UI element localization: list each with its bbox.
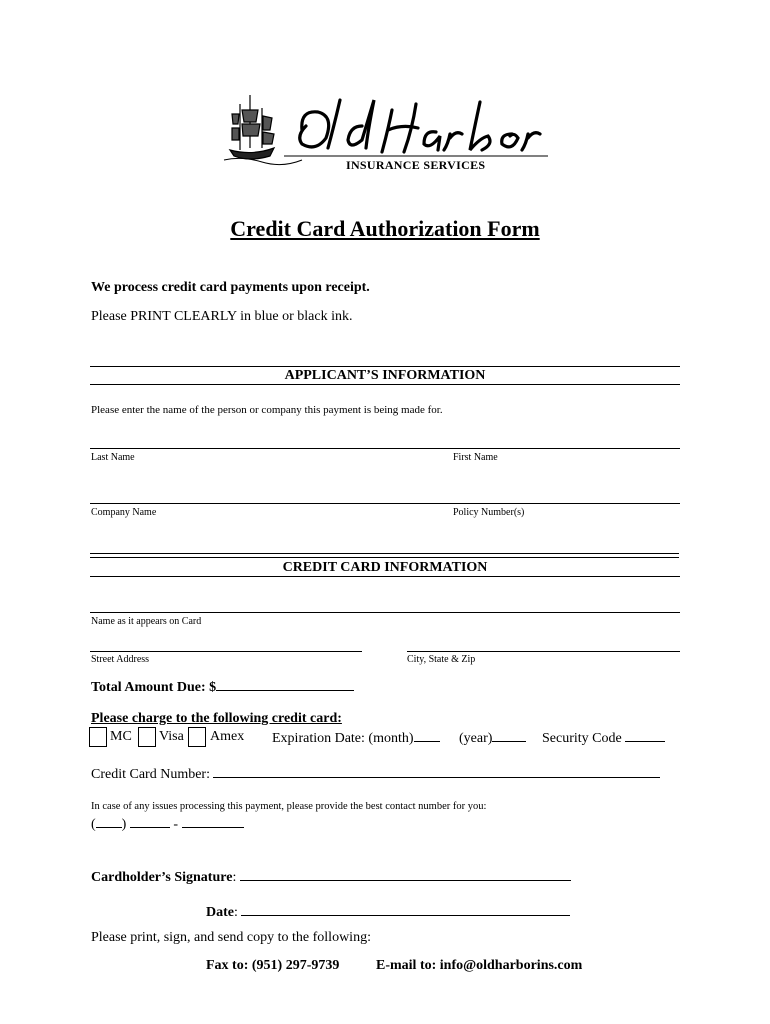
divider xyxy=(90,576,680,577)
cardholder-signature xyxy=(91,868,571,886)
phone-line-field[interactable] xyxy=(182,815,244,828)
first-name-label: First Name xyxy=(453,452,498,463)
last-first-name-field-line[interactable] xyxy=(90,448,680,449)
city-state-zip-label: City, State & Zip xyxy=(407,654,476,665)
street-address-field-line[interactable] xyxy=(90,651,362,652)
card-number-field[interactable] xyxy=(213,765,660,778)
cardholder-signature-label: Cardholder’s Signature xyxy=(91,870,233,885)
fax-number: Fax to: (951) 297-9739 xyxy=(206,958,340,973)
phone-prefix-field[interactable] xyxy=(130,815,170,828)
total-amount-label: Total Amount Due: $ xyxy=(91,680,217,695)
expiration-date xyxy=(272,729,440,747)
mc-checkbox[interactable] xyxy=(89,727,107,747)
expiration-year-label: (year) xyxy=(459,731,493,746)
phone-open-paren: ( xyxy=(91,817,96,832)
amex-checkbox[interactable] xyxy=(188,727,206,747)
total-amount-field[interactable] xyxy=(216,678,354,691)
name-on-card-label: Name as it appears on Card xyxy=(91,616,202,627)
phone-number-field xyxy=(91,815,244,833)
policy-number-label: Policy Number(s) xyxy=(453,507,525,518)
security-code-field[interactable] xyxy=(625,729,665,742)
street-address-label: Street Address xyxy=(91,654,150,665)
phone-dash: - xyxy=(173,817,179,832)
signature-date xyxy=(206,903,570,921)
date-label: Date xyxy=(206,905,234,920)
expiration-year-field[interactable] xyxy=(492,729,526,742)
divider xyxy=(90,366,680,367)
applicant-heading: APPLICANT’S INFORMATION xyxy=(284,368,486,383)
signature-field[interactable] xyxy=(240,868,571,881)
card-number-label: Credit Card Number: xyxy=(91,767,210,782)
email-address: E-mail to: info@oldharborins.com xyxy=(376,958,583,973)
total-amount-due xyxy=(91,678,354,696)
applicant-instruction: Please enter the name of the person or company this payment is being made for. xyxy=(91,404,443,416)
visa-checkbox[interactable] xyxy=(138,727,156,747)
visa-label: Visa xyxy=(159,729,184,744)
security-code xyxy=(542,729,665,747)
last-name-label: Last Name xyxy=(91,452,135,463)
credit-card-heading: CREDIT CARD INFORMATION xyxy=(282,560,488,575)
card-number xyxy=(91,765,660,783)
logo-subtitle: INSURANCE SERVICES xyxy=(346,158,486,172)
date-colon: : xyxy=(234,905,238,920)
intro-line-2: Please PRINT CLEARLY in blue or black ink. xyxy=(91,309,353,324)
form-title: Credit Card Authorization Form xyxy=(230,216,540,241)
security-code-label: Security Code xyxy=(542,731,622,746)
divider xyxy=(90,384,680,385)
send-instruction: Please print, sign, and send copy to the following: xyxy=(91,930,371,945)
company-name-label: Company Name xyxy=(91,507,157,518)
double-divider xyxy=(90,553,679,558)
date-field[interactable] xyxy=(241,903,570,916)
city-state-zip-field-line[interactable] xyxy=(407,651,680,652)
area-code-field[interactable] xyxy=(96,815,122,828)
signature-colon: : xyxy=(232,870,237,885)
charge-card-label: Please charge to the following credit card: xyxy=(91,711,342,726)
expiration-month-label: Expiration Date: (month) xyxy=(272,731,414,746)
phone-close-paren: ) xyxy=(121,817,127,832)
expiration-year xyxy=(459,729,526,747)
company-policy-field-line[interactable] xyxy=(90,503,680,504)
contact-instruction: In case of any issues processing this payment, please provide the best contact number for you: xyxy=(91,801,487,812)
amex-label: Amex xyxy=(210,729,245,744)
expiration-month-field[interactable] xyxy=(414,729,440,742)
mc-label: MC xyxy=(110,729,132,744)
name-on-card-field-line[interactable] xyxy=(90,612,680,613)
intro-line-1: We process credit card payments upon receipt. xyxy=(91,280,370,295)
